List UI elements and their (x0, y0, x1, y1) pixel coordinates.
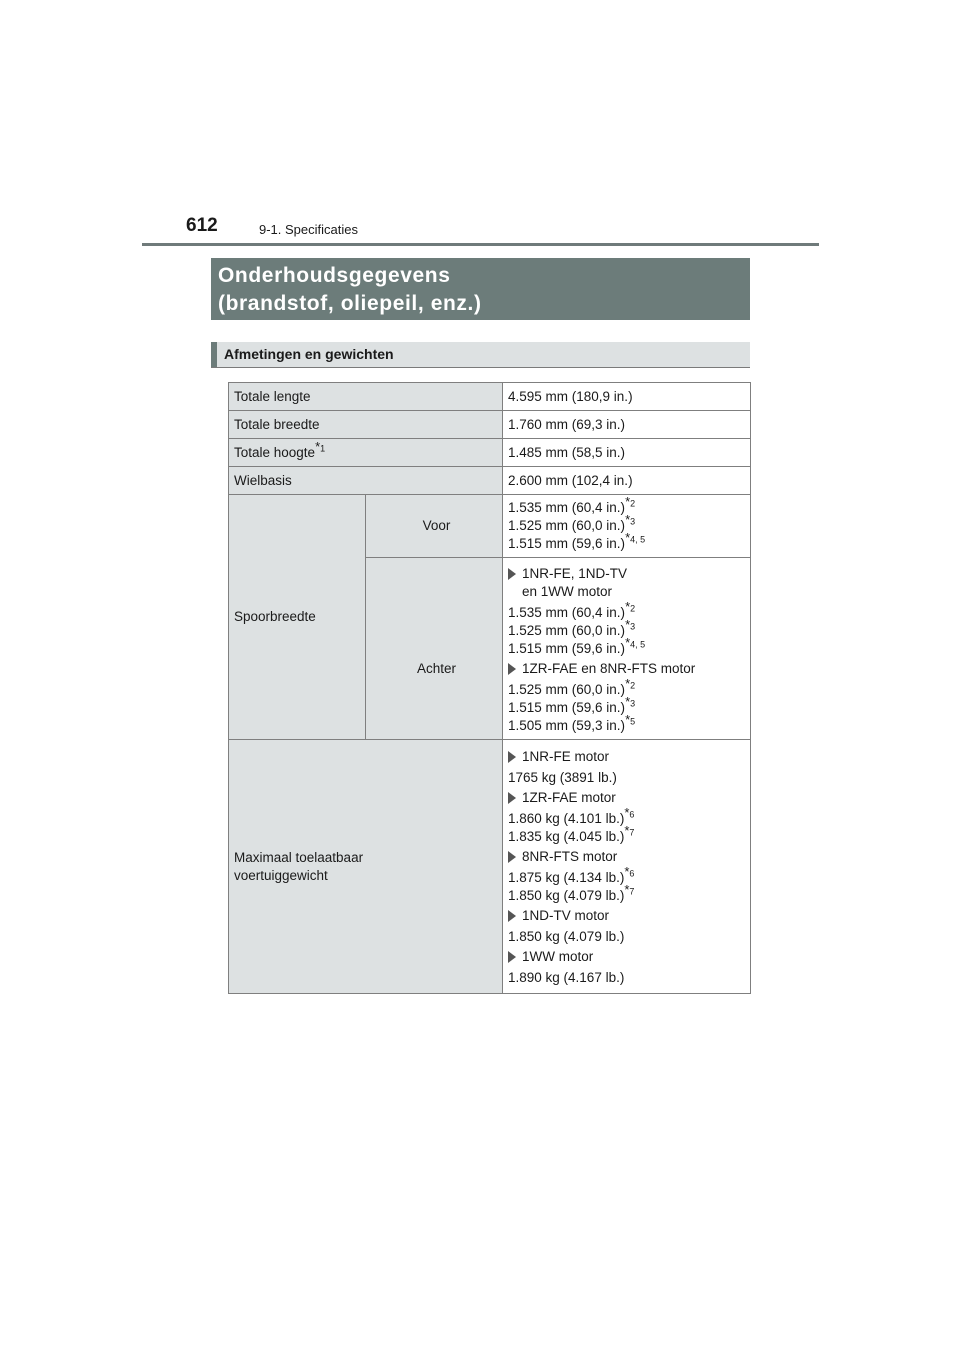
table-row (229, 467, 751, 495)
triangle-bullet-icon (508, 951, 516, 963)
row-label: Totale lengte (229, 383, 503, 411)
triangle-bullet-icon (508, 910, 516, 922)
value-line: 1765 kg (3891 lb.) (508, 770, 617, 785)
engine-heading: 1ZR-FAE motor (508, 789, 750, 807)
chapter-title: 9-1. Specificaties (259, 222, 358, 237)
value-line: 1.525 mm (60,0 in.)*$^3$ (508, 512, 636, 533)
engine-heading: 1ZR-FAE en 8NR-FTS motor (508, 660, 750, 678)
value-line: 1.515 mm (59,6 in.)*$^{4, 5}$ (508, 634, 646, 656)
value-line: 1.875 kg (4.134 lb.)*$^6$ (508, 864, 635, 885)
value-line: 1.525 mm (60,0 in.)*$^3$ (508, 616, 636, 638)
page-number: 612 (186, 215, 218, 236)
weight-label: Maximaal toelaatbaar voertuiggewicht (229, 740, 503, 994)
row-value: 1.760 mm (69,3 in.) (503, 411, 751, 439)
subsection-heading (211, 342, 750, 368)
triangle-bullet-icon (508, 568, 516, 580)
triangle-bullet-icon (508, 663, 516, 675)
table-row (229, 495, 751, 558)
triangle-bullet-icon (508, 792, 516, 804)
value-line: 1.890 kg (4.167 lb.) (508, 970, 625, 985)
table-row (229, 383, 751, 411)
value-line: 1.850 kg (4.079 lb.) (508, 929, 625, 944)
value-line: 1.535 mm (60,4 in.)*$^2$ (508, 598, 636, 620)
header-rule (142, 243, 819, 246)
value-line: 1.515 mm (59,6 in.)*$^{4, 5}$ (508, 530, 646, 551)
value-line: 1.515 mm (59,6 in.)*$^3$ (508, 693, 636, 715)
row-value: 1.485 mm (58,5 in.) (503, 439, 751, 467)
subsection-accent-bar (211, 342, 217, 367)
track-front-values (503, 495, 751, 558)
track-rear-label: Achter (366, 558, 503, 740)
row-label-text: Totale hoogte (234, 444, 316, 460)
engine-heading: 8NR-FTS motor (508, 848, 750, 866)
section-title-line2: (brandstof, oliepeil, enz.) (218, 292, 482, 315)
value-line: 1.505 mm (59,3 in.)*$^5$ (508, 711, 636, 733)
row-value: 2.600 mm (102,4 in.) (503, 467, 751, 495)
value-line: 1.835 kg (4.045 lb.)*$^7$ (508, 823, 635, 844)
table-row (229, 740, 751, 994)
footnote-number: 1 (320, 443, 326, 453)
row-value: 4.595 mm (180,9 in.) (503, 383, 751, 411)
subsection-title: Afmetingen en gewichten (224, 346, 394, 362)
table-row (229, 439, 751, 467)
dimensions-table (228, 382, 751, 994)
engine-heading: 1ND-TV motor (508, 907, 750, 925)
triangle-bullet-icon (508, 751, 516, 763)
track-rear-values (503, 558, 751, 740)
track-label: Spoorbreedte (229, 495, 366, 740)
section-title-line1: Onderhoudsgegevens (218, 264, 451, 287)
weight-values (503, 740, 751, 994)
row-label: Totale breedte (229, 411, 503, 439)
engine-heading: 1NR-FE motor (508, 748, 750, 766)
triangle-bullet-icon (508, 851, 516, 863)
row-label (229, 439, 503, 467)
value-line: 1.850 kg (4.079 lb.)*$^7$ (508, 882, 635, 903)
track-front-label: Voor (366, 495, 503, 558)
footnote-asterisk: * (315, 438, 321, 454)
section-heading (211, 258, 750, 320)
engine-heading: 1NR-FE, 1ND-TV en 1WW motor (508, 565, 750, 601)
value-line: 1.860 kg (4.101 lb.)*$^6$ (508, 805, 635, 826)
value-line: 1.525 mm (60,0 in.)*$^2$ (508, 675, 636, 697)
value-line: 1.535 mm (60,4 in.)*$^2$ (508, 494, 636, 515)
row-label: Wielbasis (229, 467, 503, 495)
table-row (229, 411, 751, 439)
engine-heading: 1WW motor (508, 948, 750, 966)
